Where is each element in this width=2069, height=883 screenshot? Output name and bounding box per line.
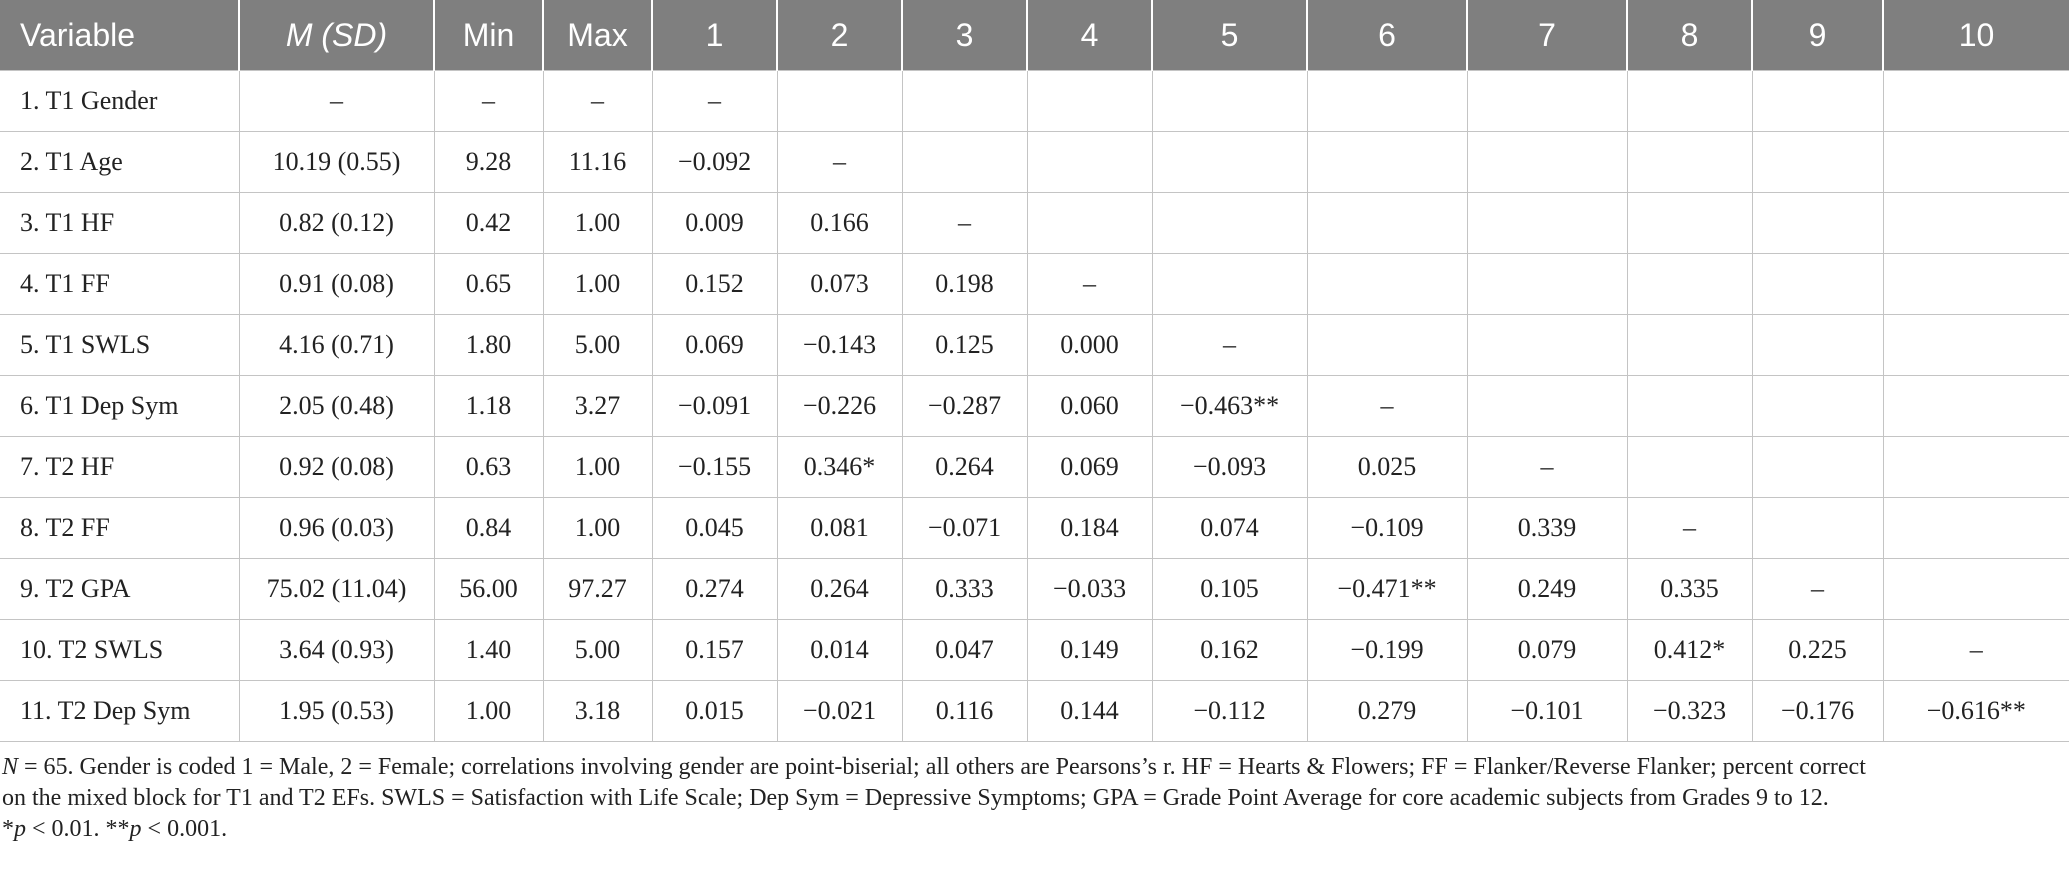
correlation-cell: −0.287 — [902, 376, 1027, 437]
correlation-cell: 0.025 — [1307, 437, 1467, 498]
max-cell: 1.00 — [543, 437, 652, 498]
header-col-4: 4 — [1027, 0, 1152, 71]
header-mean-sd: M (SD) — [239, 0, 434, 71]
correlation-cell: 0.333 — [902, 559, 1027, 620]
correlation-cell — [902, 71, 1027, 132]
note-line-2: on the mixed block for T1 and T2 EFs. SWLS = Satisfaction with Life Scale; Dep Sym = Depressive Symptoms; GPA = Grade Point Average for core academic subjects from Grades 9 to 12. — [2, 785, 1829, 811]
correlation-cell: 0.069 — [652, 315, 777, 376]
min-cell: 0.42 — [434, 193, 543, 254]
variable-name-cell: 6. T1 Dep Sym — [0, 376, 239, 437]
correlation-cell: 0.015 — [652, 681, 777, 742]
header-col-9: 9 — [1752, 0, 1883, 71]
correlation-cell: – — [1152, 315, 1307, 376]
correlation-cell — [1627, 315, 1752, 376]
min-cell: 1.00 — [434, 681, 543, 742]
correlation-cell — [1627, 132, 1752, 193]
max-cell: 1.00 — [543, 254, 652, 315]
table-row — [0, 681, 2069, 742]
variable-name-cell: 1. T1 Gender — [0, 71, 239, 132]
correlation-cell: 0.047 — [902, 620, 1027, 681]
variable-name-cell: 9. T2 GPA — [0, 559, 239, 620]
correlation-cell: 0.014 — [777, 620, 902, 681]
correlation-cell: 0.105 — [1152, 559, 1307, 620]
variable-name-cell: 3. T1 HF — [0, 193, 239, 254]
correlation-cell — [1152, 132, 1307, 193]
mean-sd-cell: 0.92 (0.08) — [239, 437, 434, 498]
correlation-cell — [1027, 193, 1152, 254]
header-col-5: 5 — [1152, 0, 1307, 71]
correlation-cell — [1027, 71, 1152, 132]
correlation-cell — [1307, 254, 1467, 315]
min-cell: 9.28 — [434, 132, 543, 193]
correlation-cell: −0.323 — [1627, 681, 1752, 742]
min-cell: 0.84 — [434, 498, 543, 559]
correlation-cell — [1883, 559, 2069, 620]
correlation-cell: 0.060 — [1027, 376, 1152, 437]
note-n-text: = 65. Gender is coded 1 = Male, 2 = Female; correlations involving gender are point-biserial; all others are Pearsons’s r. HF = Hearts & Flowers; FF = Flanker/Reverse Flanker; percent correct — [18, 754, 1866, 780]
correlation-cell — [777, 71, 902, 132]
correlation-cell: – — [1027, 254, 1152, 315]
correlation-cell — [1307, 193, 1467, 254]
max-cell: 5.00 — [543, 315, 652, 376]
correlation-cell: −0.109 — [1307, 498, 1467, 559]
mean-sd-cell: 1.95 (0.53) — [239, 681, 434, 742]
correlation-cell: 0.346* — [777, 437, 902, 498]
table-row — [0, 437, 2069, 498]
header-col-1: 1 — [652, 0, 777, 71]
min-cell: 1.80 — [434, 315, 543, 376]
note-n-label: N — [2, 754, 19, 780]
mean-sd-cell: 3.64 (0.93) — [239, 620, 434, 681]
max-cell: 11.16 — [543, 132, 652, 193]
max-cell: 3.27 — [543, 376, 652, 437]
correlation-cell: 0.412* — [1627, 620, 1752, 681]
header-col-2: 2 — [777, 0, 902, 71]
correlation-cell: −0.112 — [1152, 681, 1307, 742]
variable-name-cell: 5. T1 SWLS — [0, 315, 239, 376]
correlation-cell — [1883, 254, 2069, 315]
correlation-cell — [1627, 71, 1752, 132]
correlation-cell: −0.199 — [1307, 620, 1467, 681]
correlation-cell: 0.198 — [902, 254, 1027, 315]
correlation-cell — [1467, 132, 1627, 193]
note-line-1 — [2, 752, 2067, 783]
correlation-cell: 0.000 — [1027, 315, 1152, 376]
correlation-cell — [1152, 193, 1307, 254]
correlation-cell: −0.176 — [1752, 681, 1883, 742]
correlation-cell: 0.264 — [777, 559, 902, 620]
correlation-cell: 0.074 — [1152, 498, 1307, 559]
correlation-cell: −0.071 — [902, 498, 1027, 559]
correlation-cell — [1467, 376, 1627, 437]
correlation-cell: 0.279 — [1307, 681, 1467, 742]
header-col-3: 3 — [902, 0, 1027, 71]
correlation-cell: – — [777, 132, 902, 193]
table-row — [0, 498, 2069, 559]
correlation-cell — [1152, 71, 1307, 132]
correlation-cell — [1627, 376, 1752, 437]
correlation-cell: 0.073 — [777, 254, 902, 315]
correlation-cell: 0.149 — [1027, 620, 1152, 681]
table-row — [0, 315, 2069, 376]
max-cell: 97.27 — [543, 559, 652, 620]
header-col-7: 7 — [1467, 0, 1627, 71]
correlation-cell: 0.184 — [1027, 498, 1152, 559]
correlation-cell: 0.079 — [1467, 620, 1627, 681]
correlation-cell: −0.101 — [1467, 681, 1627, 742]
correlation-cell: −0.092 — [652, 132, 777, 193]
correlation-cell: −0.093 — [1152, 437, 1307, 498]
correlation-cell — [1883, 71, 2069, 132]
correlation-cell — [1627, 193, 1752, 254]
table-row — [0, 71, 2069, 132]
correlation-cell — [1752, 254, 1883, 315]
mean-sd-cell: 2.05 (0.48) — [239, 376, 434, 437]
min-cell: 0.65 — [434, 254, 543, 315]
correlation-cell — [1467, 254, 1627, 315]
min-cell: 1.40 — [434, 620, 543, 681]
variable-name-cell: 8. T2 FF — [0, 498, 239, 559]
correlation-cell: 0.339 — [1467, 498, 1627, 559]
correlation-cell — [1152, 254, 1307, 315]
correlation-cell — [1467, 71, 1627, 132]
correlation-cell: – — [1627, 498, 1752, 559]
header-max: Max — [543, 0, 652, 71]
max-cell: 5.00 — [543, 620, 652, 681]
correlation-cell — [1307, 71, 1467, 132]
correlation-cell — [1627, 254, 1752, 315]
sig-star: * — [2, 816, 14, 842]
sig-text-2: < 0.001. — [141, 816, 228, 842]
correlation-cell — [1627, 437, 1752, 498]
correlation-cell — [1752, 498, 1883, 559]
correlation-cell: – — [1307, 376, 1467, 437]
correlation-cell: −0.091 — [652, 376, 777, 437]
correlation-cell — [1883, 437, 2069, 498]
min-cell: 1.18 — [434, 376, 543, 437]
correlation-cell: 0.125 — [902, 315, 1027, 376]
correlation-cell — [1307, 315, 1467, 376]
correlation-cell: 0.225 — [1752, 620, 1883, 681]
correlation-cell — [1752, 193, 1883, 254]
sig-p-2: p — [129, 816, 142, 842]
sig-text-1: < 0.01. ** — [26, 816, 130, 842]
min-cell: – — [434, 71, 543, 132]
correlation-cell — [1883, 498, 2069, 559]
correlation-cell: 0.045 — [652, 498, 777, 559]
max-cell: 1.00 — [543, 193, 652, 254]
variable-name-cell: 4. T1 FF — [0, 254, 239, 315]
correlation-cell — [1752, 71, 1883, 132]
variable-name-cell: 10. T2 SWLS — [0, 620, 239, 681]
correlation-cell — [1752, 437, 1883, 498]
correlation-cell: 0.144 — [1027, 681, 1152, 742]
correlation-cell: 0.069 — [1027, 437, 1152, 498]
correlation-cell: 0.116 — [902, 681, 1027, 742]
table-row — [0, 132, 2069, 193]
mean-sd-cell: – — [239, 71, 434, 132]
correlation-cell: 0.152 — [652, 254, 777, 315]
sig-p-1: p — [14, 816, 26, 842]
correlation-cell: 0.162 — [1152, 620, 1307, 681]
min-cell: 0.63 — [434, 437, 543, 498]
table-body — [0, 71, 2069, 742]
correlation-cell: −0.616** — [1883, 681, 2069, 742]
correlation-cell: 0.249 — [1467, 559, 1627, 620]
correlation-cell: – — [1752, 559, 1883, 620]
max-cell: 1.00 — [543, 498, 652, 559]
correlation-cell: – — [652, 71, 777, 132]
table-header — [0, 0, 2069, 71]
max-cell: – — [543, 71, 652, 132]
table-row — [0, 376, 2069, 437]
correlation-cell: 0.081 — [777, 498, 902, 559]
correlation-cell: 0.264 — [902, 437, 1027, 498]
correlation-cell — [1027, 132, 1152, 193]
table-row — [0, 254, 2069, 315]
correlation-cell: −0.463** — [1152, 376, 1307, 437]
correlation-cell: −0.033 — [1027, 559, 1152, 620]
header-row — [0, 0, 2069, 71]
correlation-cell — [1467, 193, 1627, 254]
mean-sd-cell: 4.16 (0.71) — [239, 315, 434, 376]
correlation-cell: 0.166 — [777, 193, 902, 254]
correlation-cell: 0.335 — [1627, 559, 1752, 620]
correlation-cell: 0.274 — [652, 559, 777, 620]
correlation-cell: – — [902, 193, 1027, 254]
header-variable: Variable — [0, 0, 239, 71]
correlation-cell — [1752, 376, 1883, 437]
header-col-10: 10 — [1883, 0, 2069, 71]
variable-name-cell: 2. T1 Age — [0, 132, 239, 193]
header-min: Min — [434, 0, 543, 71]
mean-sd-cell: 0.96 (0.03) — [239, 498, 434, 559]
correlation-cell: – — [1467, 437, 1627, 498]
correlation-cell: −0.155 — [652, 437, 777, 498]
correlation-cell — [1752, 132, 1883, 193]
note-significance — [2, 814, 2067, 845]
correlation-cell: −0.143 — [777, 315, 902, 376]
table-row — [0, 193, 2069, 254]
correlation-cell — [1883, 315, 2069, 376]
correlation-cell — [902, 132, 1027, 193]
variable-name-cell: 11. T2 Dep Sym — [0, 681, 239, 742]
correlation-cell — [1883, 193, 2069, 254]
correlation-cell: 0.157 — [652, 620, 777, 681]
mean-sd-cell: 0.82 (0.12) — [239, 193, 434, 254]
correlation-cell: −0.471** — [1307, 559, 1467, 620]
header-col-6: 6 — [1307, 0, 1467, 71]
mean-sd-cell: 0.91 (0.08) — [239, 254, 434, 315]
correlation-cell — [1467, 315, 1627, 376]
correlation-cell: −0.021 — [777, 681, 902, 742]
mean-sd-cell: 75.02 (11.04) — [239, 559, 434, 620]
correlation-cell — [1752, 315, 1883, 376]
correlation-cell — [1883, 132, 2069, 193]
mean-sd-cell: 10.19 (0.55) — [239, 132, 434, 193]
correlation-cell: – — [1883, 620, 2069, 681]
table-row — [0, 559, 2069, 620]
max-cell: 3.18 — [543, 681, 652, 742]
correlation-cell: −0.226 — [777, 376, 902, 437]
correlation-cell — [1883, 376, 2069, 437]
correlation-cell: 0.009 — [652, 193, 777, 254]
min-cell: 56.00 — [434, 559, 543, 620]
table-row — [0, 620, 2069, 681]
variable-name-cell: 7. T2 HF — [0, 437, 239, 498]
header-col-8: 8 — [1627, 0, 1752, 71]
correlation-cell — [1307, 132, 1467, 193]
table-note — [0, 742, 2069, 845]
